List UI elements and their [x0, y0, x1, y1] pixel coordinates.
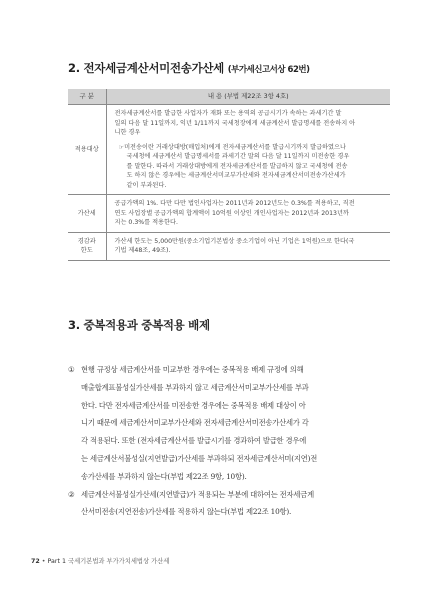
note-line: 를 말한다. 따라서 거래상대방에게 전자세금계산서를 발급하지 않고 국세청에 전송 [126, 162, 348, 170]
paragraph-number: ① [68, 365, 75, 374]
section-2-title: 2. 전자세금계산서미전송가산세 [68, 61, 224, 75]
penalty-table [68, 89, 390, 261]
section-2-subtitle: (부가세신고서상 62번) [227, 65, 310, 75]
para-line: 산서미전송(지연전송)가산세를 적용하지 않는다(부법 제22조 10항). [81, 507, 292, 517]
footer-part: Part 1 [47, 558, 66, 565]
section-2-heading [68, 60, 309, 76]
row-line: 연도 사업장별 공급가액의 합계액이 10억원 이상인 개인사업자는 2012년과 2013년까 [114, 209, 349, 217]
para-line: 니기 때문에 세금계산서미교부가산세와 전자세금계산서미전송가산세가 각 [81, 418, 309, 428]
table-header-content: 내 용 (부법 제22조 3항 4호) [106, 89, 390, 105]
note-line: 미전송이란 거래상대방(매입처)에게 전자세금계산서를 발급시기까지 발급하였으나 [124, 143, 346, 151]
para-line: 송가산세를 부과하지 않는다(부법 제22조 9항, 10항). [81, 471, 247, 481]
paragraph-number: ② [68, 489, 75, 499]
row-line: 니한 경우 [114, 129, 141, 136]
note-block [115, 143, 385, 191]
row-content-limit [106, 232, 390, 260]
para-line: 매출합계표불성실가산세를 부과하지 않고 세금계산서미교부가산세를 부과 [81, 382, 309, 392]
para-line: 한다. 다만 전자세금계산서를 미전송한 경우에는 중복적용 배제 대상이 아 [81, 400, 306, 410]
para-line: 현행 규정상 세금계산서를 미교부한 경우에는 중복적용 배제 규정에 의해 [81, 365, 304, 374]
page-footer [31, 556, 169, 565]
section-3-title: 3. 중복적용과 중복적용 배제 [68, 318, 210, 332]
para-line: 세금계산서불성실가산세(지연발급)가 적용되는 부분에 대하여는 전자세금계 [81, 489, 314, 499]
table-row-target [68, 105, 390, 195]
row-line: 전자세금계산서를 발급한 사업자가 재화 또는 용역의 공급시기가 속하는 과세기간 말 [114, 110, 342, 117]
table-row-limit [68, 232, 390, 260]
row-line: 지는 0.3%를 적용한다. [114, 219, 178, 226]
row-label-target: 적용대상 [68, 105, 106, 195]
label-line: 한도 [80, 247, 93, 254]
paragraph-1 [68, 361, 386, 486]
table-row-penalty [68, 195, 390, 233]
row-line: 공급가액의 1%. 다만 다만 법인사업자는 2011년과 2012년도는 0.3%를 적용하고, 직전 [114, 200, 355, 207]
label-line: 경감과 [77, 237, 96, 245]
pointing-hand-icon: ☞ [118, 143, 125, 151]
note-line: 도 하지 않은 경우에는 세금계산서미교부가산세와 전자세금계산서미전송가산세가 [126, 172, 346, 179]
note-line: 국세청에 세금계산서 발급명세서를 과세기간 말의 다음 달 11일까지 미전송한 경우 [126, 153, 350, 160]
footer-title: 국세기본법과 부가가치세법상 가산세 [67, 558, 170, 565]
row-line: 일의 다음 달 11일까지, 익년 1/11까지 국세청장에게 세금계산서 발급명세를 전송하지 아 [114, 119, 356, 127]
row-label-penalty: 가산세 [68, 195, 106, 233]
row-line: 가산세 한도는 5,000만원(중소기업기본법상 중소기업이 아닌 기업은 1억원)으로 한다(국 [114, 237, 355, 245]
table-header-row [68, 89, 390, 105]
para-line: 는 세금계산서불성실(지연발급)가산세를 부과하되 전자세금계산서미(지연)전 [81, 453, 318, 463]
row-line: 기법 제48조, 49조). [114, 247, 171, 254]
footer-separator: • [41, 558, 46, 565]
para-line: 각 적용된다. 또한 (전자세금계산서를 발급시기를 경과하여 발급한 경우에 [81, 436, 307, 446]
row-label-limit [68, 232, 106, 260]
paragraph-2 [68, 486, 386, 522]
page-number: 72 [31, 558, 40, 565]
row-content-target [106, 105, 390, 195]
table-header-category: 구 분 [68, 89, 106, 105]
row-content-penalty [106, 195, 390, 233]
note-line: 같이 부과된다. [126, 181, 167, 189]
